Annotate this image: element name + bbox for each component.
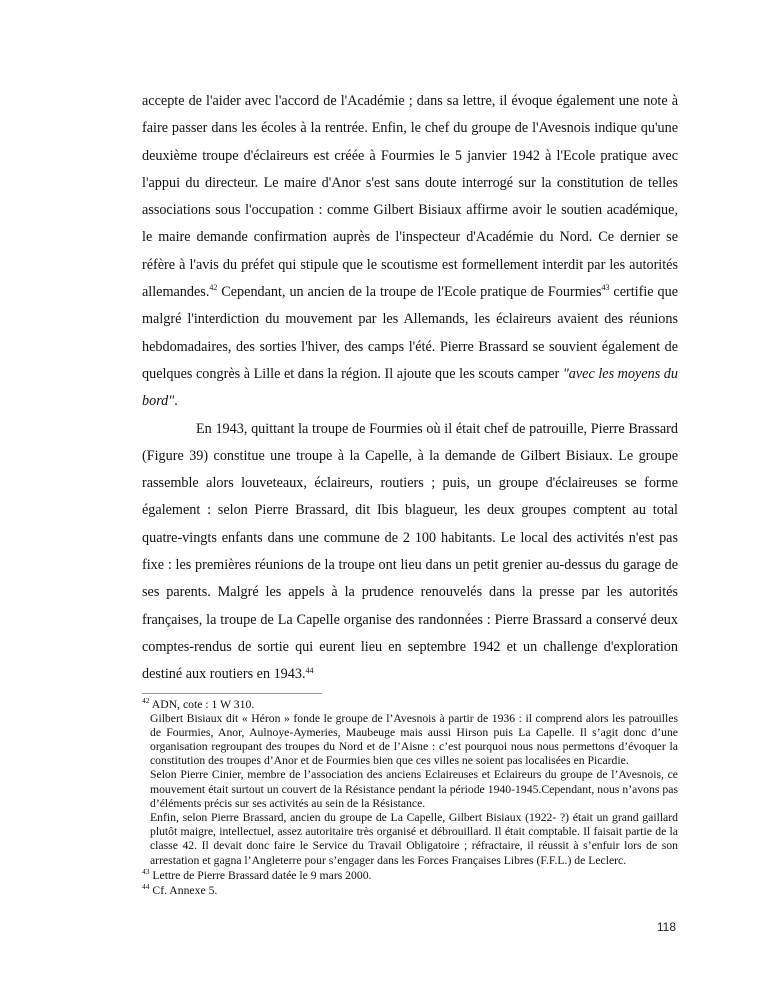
footnote-ref-43[interactable]: 43 [601, 283, 610, 293]
paragraph-1-text-d: . [174, 393, 178, 410]
paragraph-2-text: En 1943, quittant la troupe de Fourmies où il était chef de patrouille, Pierre Brassard (Figure 39) constitue une troupe à la Capelle, à la demande de Gilbert Bisiaux. Le groupe rassemble alors louveteaux, éclaireurs, routiers ; puis, un groupe d'éclaireuses se forme également : selon Pierre Brassard, dit Ibis blagueur, les deux groupes comptent au total quatre-vingts enfants dans une commune de 2 100 habitants. Le local des activités n'est pas fixe : les premières réunions de la troupe ont lieu dans un petit grenier au-dessus du garage de ses parents. Malgré les appels à la prudence renouvelés dans la presse par les autorités françaises, la troupe de La Capelle organise des randonnées : Pierre Brassard a conservé deux comptes-rendus de sortie qui eurent lieu en septembre 1942 et un challenge d'exploration destiné aux routiers en 1943. [142, 420, 678, 683]
footnote-42-paragraph: Enfin, selon Pierre Brassard, ancien du groupe de La Capelle, Gilbert Bisiaux (1922- ?) était un grand gaillard plutôt maigre, intellectuel, assez autoritaire très organisé et débrouillard. Il était comptable. Il faisait partie de la classe 42. Il devait donc faire le Service du Travail Obligatoire ; réfractaire, il réussit à s’enfuir lors de son arrestation et gagna l’Angleterre pour s’engager dans les Forces Françaises Libres (F.F.L.) de Leclerc. [150, 811, 678, 867]
footnote-text: ADN, cote : 1 W 310. [151, 697, 255, 711]
paragraph-1-text-a: accepte de l'aider avec l'accord de l'Académie ; dans sa lettre, il évoque également une note à faire passer dans les écoles à la rentrée. Enfin, le chef du groupe de l'Avesnois indique qu'une deuxième troupe d'éclaireurs est créée à Fourmies le 5 janvier 1942 à l'Ecole pratique avec l'appui du directeur. Le maire d'Anor s'est sans doute interrogé sur la constitution de telles associations sous l'occupation : comme Gilbert Bisiaux affirme avoir le soutien académique, le maire demande confirmation auprès de l'inspecteur d'Académie du Nord. Ce dernier se réfère à l'avis du préfet qui stipule que le scoutisme est formellement interdit par les autorités allemandes. [142, 93, 678, 301]
footnote-text: Cf. Annexe 5. [152, 883, 218, 897]
footnote-ref-42[interactable]: 42 [209, 283, 218, 293]
paragraph-1-text-c: certifie que malgré l'interdiction du mouvement par les Allemands, les éclaireurs avaient des réunions hebdomadaires, des sorties l'hiver, des camps l'été. Pierre Brassard se souvient également de quelques congrès à Lille et dans la région. Il ajoute que les scouts camper [142, 284, 678, 382]
paragraph-1-text-b: Cependant, un ancien de la troupe de l'Ecole pratique de Fourmies [217, 284, 602, 301]
footnote-43 [142, 868, 678, 883]
footnote-number: 42 [142, 695, 150, 705]
paragraph-2 [142, 416, 678, 689]
footnote-ref-44[interactable]: 44 [305, 665, 314, 675]
footnote-number: 43 [142, 866, 150, 876]
quotation: "avec les moyens du bord" [142, 365, 678, 410]
footnote-separator [142, 693, 322, 694]
footnote-42-paragraph: Selon Pierre Cinier, membre de l’association des anciens Eclaireuses et Eclaireurs du groupe de l’Avesnois, ce mouvement était surtout un couvert de la Résistance pendant la période 1940-1945.Cependant, nous n’avons pas d’éléments précis sur ses activités au sein de la Résistance. [150, 768, 678, 810]
footnote-44 [142, 883, 678, 898]
body-text [142, 88, 678, 689]
footnote-42-paragraph: Gilbert Bisiaux dit « Héron » fonde le groupe de l’Avesnois à partir de 1936 : il comprend alors les patrouilles de Fourmies, Anor, Aulnoye-Aymeries, Maubeuge mais aussi Hirson puis La Capelle. Il s’agit donc d’une organisation regroupant des troupes du Nord et de l’Aisne : c’est pourquoi nous nous permettons d’évoquer la constitution des troupes d’Anor et de Fourmies bien que ces villes ne soient pas localisées en Picardie. [150, 711, 678, 768]
page-number: 118 [656, 920, 676, 935]
footnote-number: 44 [142, 881, 150, 891]
footnotes [142, 697, 678, 899]
footnote-text: Lettre de Pierre Brassard datée le 9 mars 2000. [152, 868, 372, 882]
footnote-42 [142, 697, 678, 712]
paragraph-1 [142, 88, 678, 416]
